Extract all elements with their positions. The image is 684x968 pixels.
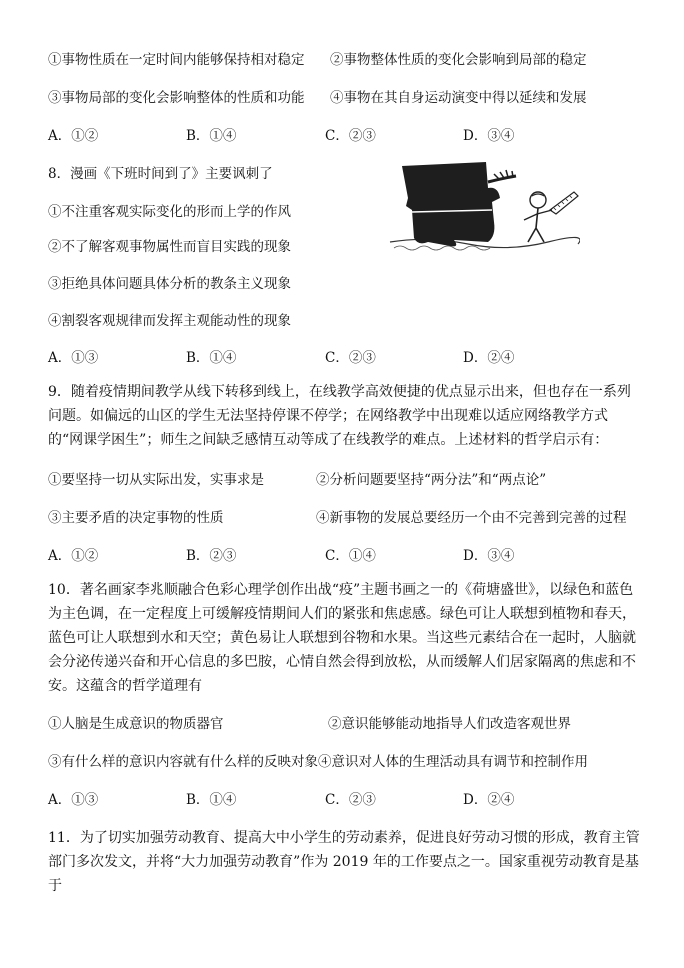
q9-option-3: ③主要矛盾的决定事物的性质 — [48, 510, 224, 526]
q7-answer-b: B．①④ — [186, 128, 237, 144]
q8-stem: 8．漫画《下班时间到了》主要讽刺了 — [48, 166, 273, 182]
q7-option-3: ③事物局部的变化会影响整体的性质和功能 — [48, 90, 305, 106]
q8-answer-b: B．①④ — [186, 350, 237, 366]
q7-option-2: ②事物整体性质的变化会影响到局部的稳定 — [330, 52, 587, 68]
q10-answer-d: D．②④ — [463, 792, 515, 808]
q7-answer-a: A．①② — [48, 128, 99, 144]
q10-option-1: ①人脑是生成意识的物质器官 — [48, 716, 224, 732]
q9-answer-d: D．③④ — [463, 548, 515, 564]
q10-answer-c: C．②③ — [325, 792, 376, 808]
q9-answer-a: A．①② — [48, 548, 99, 564]
q9-option-1: ①要坚持一切从实际出发，实事求是 — [48, 472, 264, 488]
q8-answer-a: A．①③ — [48, 350, 99, 366]
q7-option-1: ①事物性质在一定时间内能够保持相对稳定 — [48, 52, 305, 68]
q9-answer-c: C．①④ — [325, 548, 376, 564]
q11-stem: 11．为了切实加强劳动教育、提高大中小学生的劳动素养，促进良好劳动习惯的形成，教育主管部门多次发文，并将“大力加强劳动教育”作为 2019 年的工作要点之一。国家重视劳动教育是基于 — [48, 830, 640, 894]
q10-answer-b: B．①④ — [186, 792, 237, 808]
q8-option-1: ①不注重客观实际变化的形而上学的作风 — [48, 204, 291, 220]
q7-option-4: ④事物在其自身运动演变中得以延续和发展 — [330, 90, 587, 106]
q10-stem: 10．著名画家李兆顺融合色彩心理学创作出战“疫”主题书画之一的《荷塘盛世》，以绿色和蓝色为主色调，在一定程度上可缓解疫情期间人们的紧张和焦虑感。绿色可让人联想到植物和春天，蓝色可让人联想到水和天空；黄色易让人联想到谷物和水果。当这些元素结合在一起时，人脑就会分泌传递兴奋和开心信息的多巴胺，心情自然会得到放松，从而缓解人们居家隔离的焦虑和不安。这蕴含的哲学道理有 — [48, 582, 636, 694]
q9-option-2: ②分析问题要坚持“两分法”和“两点论” — [316, 472, 547, 488]
q8-option-4: ④割裂客观规律而发挥主观能动性的现象 — [48, 313, 291, 329]
q8-answer-d: D．②④ — [463, 350, 515, 366]
q8-option-2: ②不了解客观事物属性而盲目实践的现象 — [48, 239, 291, 255]
q9-answer-b: B．②③ — [186, 548, 237, 564]
q10-options-3-4: ③有什么样的意识内容就有什么样的反映对象④意识对人体的生理活动具有调节和控制作用 — [48, 754, 588, 770]
q10-option-2: ②意识能够能动地指导人们改造客观世界 — [328, 716, 571, 732]
q7-answer-c: C．②③ — [325, 128, 376, 144]
q8-option-3: ③拒绝具体问题具体分析的教条主义现象 — [48, 276, 291, 292]
q9-option-4: ④新事物的发展总要经历一个由不完善到完善的过程 — [316, 510, 627, 526]
q8-answer-c: C．②③ — [325, 350, 376, 366]
q9-stem: 9．随着疫情期间教学从线下转移到线上，在线教学高效便捷的优点显示出来，但也存在一系列问题。如偏远的山区的学生无法坚持停课不停学；在网络教学中出现难以适应网络教学方式的“网课学困生”；师生之间缺乏感情互动等成了在线教学的难点。上述材料的哲学启示有： — [48, 384, 631, 448]
q10-answer-a: A．①③ — [48, 792, 99, 808]
q7-answer-d: D．③④ — [463, 128, 515, 144]
cartoon-image — [388, 158, 580, 258]
